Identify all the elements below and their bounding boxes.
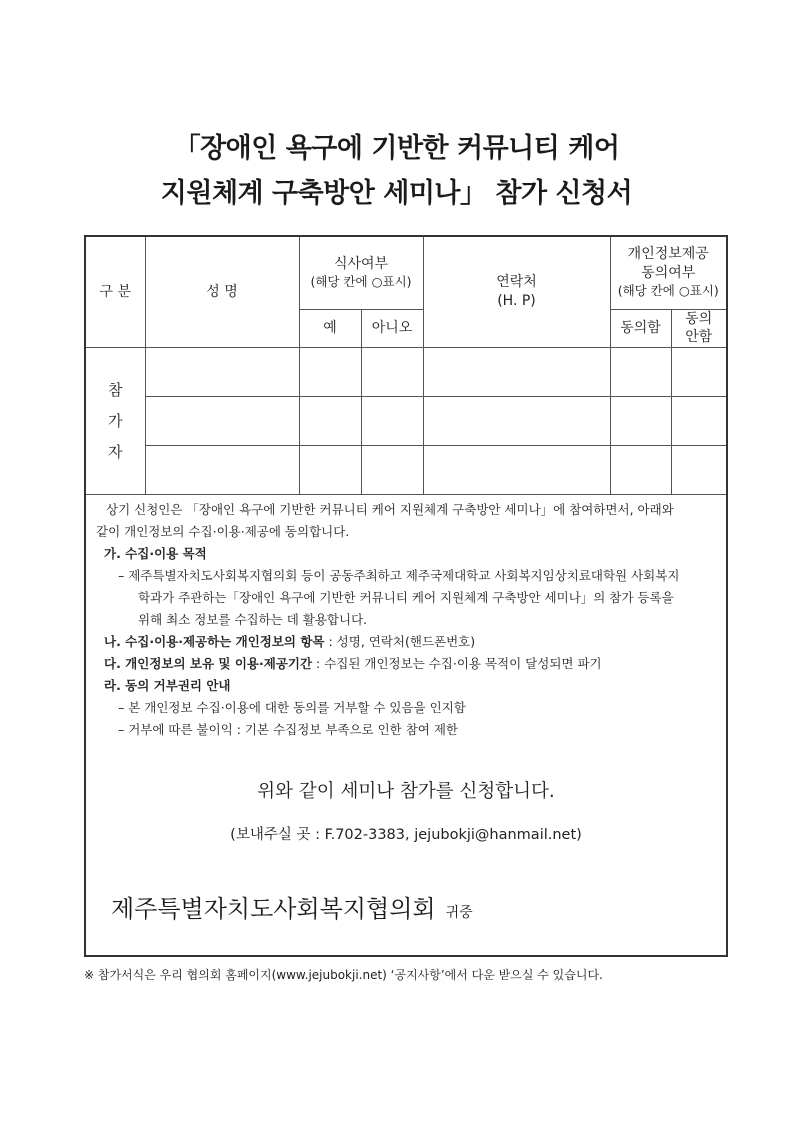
section-ga-title: 가. 수집·이용 목적 <box>104 546 207 561</box>
header-disagree-1: 동의 <box>685 310 713 327</box>
section-na-value: : 성명, 연락처(핸드폰번호) <box>324 634 476 649</box>
notice-intro-2: 같이 개인정보의 수집·이용·제공에 동의합니다. <box>96 524 350 539</box>
participant-label <box>86 348 145 495</box>
participant-table <box>86 237 726 495</box>
header-contact-label: 연락처 <box>496 274 537 291</box>
section-ga-line-1: – 제주특별자치도사회복지협의회 등이 공동주최하고 제주국제대학교 사회복지임상치료대학원 사회복지 <box>118 568 680 583</box>
header-meal-note: (해당 칸에 ○표시) <box>310 273 412 289</box>
header-agree: 동의함 <box>610 309 671 348</box>
section-na <box>96 631 712 653</box>
section-ga-line-3: 위해 최소 정보를 수집하는 데 활용합니다. <box>138 612 368 627</box>
participant-label-char: 가 <box>108 411 123 430</box>
disagree-cell[interactable] <box>671 348 726 397</box>
meal-yes-cell[interactable] <box>299 397 361 446</box>
header-category: 구 분 <box>86 237 145 348</box>
meal-yes-cell[interactable] <box>299 446 361 495</box>
footnote: ※ 참가서식은 우리 협의회 홈페이지(www.jejubokji.net) ‘공지사항’에서 다운 받으실 수 있습니다. <box>84 968 603 982</box>
header-privacy-note: (해당 칸에 ○표시) <box>617 283 719 299</box>
form-title-line-2: 지원체계 구축방안 세미나」 참가 신청서 <box>160 178 633 209</box>
section-da-title: 다. 개인정보의 보유 및 이용·제공기간 <box>104 656 313 671</box>
header-contact <box>423 237 610 348</box>
header-privacy-label-1: 개인정보제공 <box>627 246 709 263</box>
header-meal-yes: 예 <box>299 309 361 348</box>
notice-intro-1: 상기 신청인은 「장애인 욕구에 기반한 커뮤니티 케어 지원체계 구축방안 세미나」에 참여하면서, 아래와 <box>106 502 674 517</box>
name-cell[interactable] <box>145 397 299 446</box>
header-disagree <box>671 309 726 348</box>
name-cell[interactable] <box>145 348 299 397</box>
meal-no-cell[interactable] <box>361 446 423 495</box>
header-name: 성 명 <box>145 237 299 348</box>
name-cell[interactable] <box>145 446 299 495</box>
meal-no-cell[interactable] <box>361 397 423 446</box>
section-da <box>96 653 712 675</box>
section-ra-title: 라. 동의 거부권리 안내 <box>104 678 231 693</box>
organization-name: 제주특별자치도사회복지협의회 <box>111 895 436 923</box>
section-ra-line-1: – 본 개인정보 수집·이용에 대한 동의를 거부할 수 있음을 인지함 <box>118 700 466 715</box>
header-privacy-label-2: 동의여부 <box>641 265 696 282</box>
header-meal-label: 식사여부 <box>333 255 389 272</box>
header-meal-no: 아니오 <box>361 309 423 348</box>
header-meal <box>299 237 423 309</box>
section-ga-line-2: 학과가 주관하는「장애인 욕구에 기반한 커뮤니티 케어 지원체계 구축방안 세미나」의 참가 등록을 <box>138 590 674 605</box>
participant-label-char: 참 <box>108 380 123 399</box>
section-ra-line-2: – 거부에 따른 불이익 : 기본 수집정보 부족으로 인한 참여 제한 <box>118 722 458 737</box>
section-na-title: 나. 수집·이용·제공하는 개인정보의 항목 <box>104 634 325 649</box>
agree-cell[interactable] <box>610 397 671 446</box>
application-form <box>84 235 728 957</box>
header-disagree-2: 안함 <box>685 329 713 346</box>
contact-cell[interactable] <box>423 446 610 495</box>
privacy-notice <box>86 499 726 741</box>
form-title-line-1: 「장애인 욕구에 기반한 커뮤니티 케어 <box>173 133 620 164</box>
section-da-value: : 수집된 개인정보는 수집·이용 목적이 달성되면 파기 <box>312 656 602 671</box>
contact-cell[interactable] <box>423 397 610 446</box>
disagree-cell[interactable] <box>671 446 726 495</box>
apply-statement: 위와 같이 세미나 참가를 신청합니다. <box>257 781 555 802</box>
meal-no-cell[interactable] <box>361 348 423 397</box>
send-address: (보내주실 곳 : F.702-3383, jejubokji@hanmail.net) <box>230 827 582 843</box>
recipient <box>111 889 473 924</box>
agree-cell[interactable] <box>610 348 671 397</box>
header-privacy <box>610 237 726 309</box>
meal-yes-cell[interactable] <box>299 348 361 397</box>
agree-cell[interactable] <box>610 446 671 495</box>
participant-label-char: 자 <box>108 442 123 461</box>
header-contact-note: (H. P) <box>497 293 536 310</box>
contact-cell[interactable] <box>423 348 610 397</box>
recipient-suffix: 귀중 <box>445 905 473 921</box>
disagree-cell[interactable] <box>671 397 726 446</box>
